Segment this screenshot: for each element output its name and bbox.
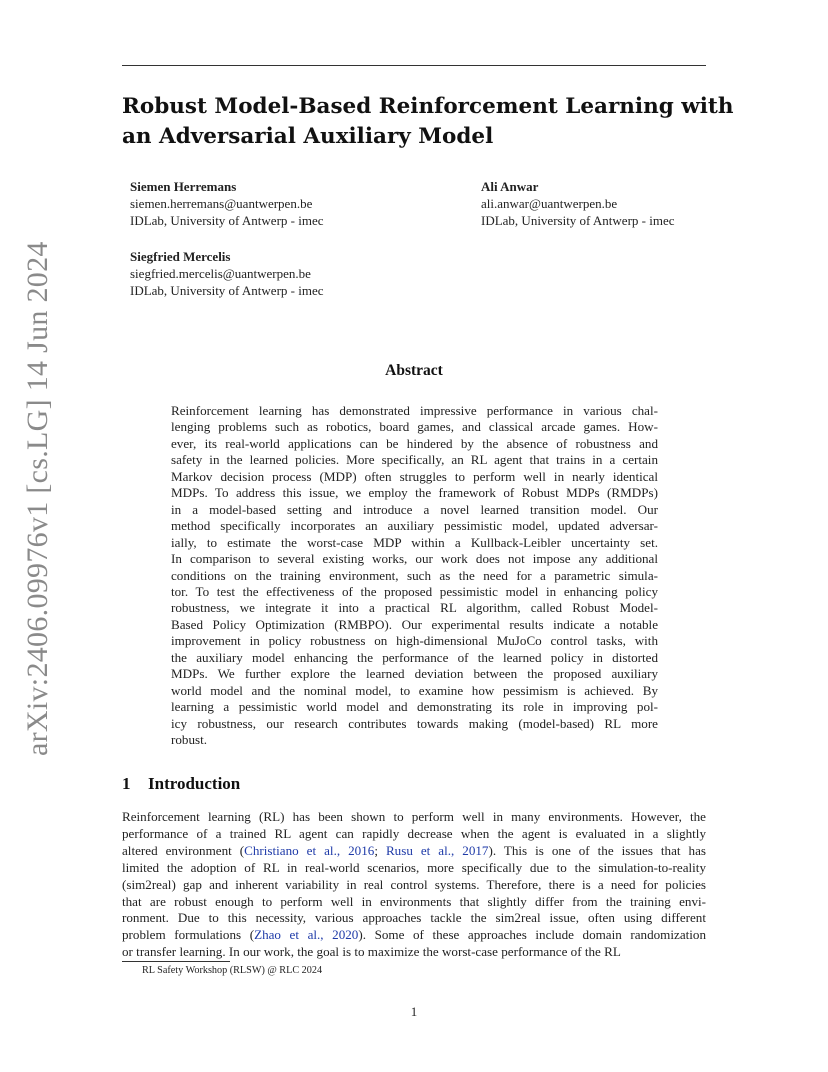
citation-link[interactable]: Rusu et al., 2017	[385, 842, 489, 858]
paper-title	[122, 92, 734, 152]
intro-paragraph	[122, 809, 706, 961]
abstract-line: MDPs. To address this issue, we employ the framework of Robust MDPs (RMDPs)	[171, 485, 658, 501]
author-email[interactable]: ali.anwar@uantwerpen.be	[481, 196, 618, 211]
abstract-line: robust.	[171, 732, 208, 748]
abstract-line: world model and the nominal model, to examine how pessimism is achieved. By	[171, 682, 658, 698]
text-line: limited the adoption of RL in real-world scenarios, more specifically due to the simulation-to-reality	[122, 859, 706, 875]
arxiv-identifier: arXiv:2406.09976v1 [cs.LG] 14 Jun 2024	[21, 241, 54, 756]
author-block	[481, 178, 675, 229]
abstract-line: learning a pessimistic world model and demonstrating its role in improving pol-	[171, 699, 658, 715]
citation-link[interactable]: Christiano et al., 2016	[244, 842, 375, 858]
abstract-line: conditions on the training environment, such as the need for a parametric simula-	[171, 567, 658, 583]
abstract-line: icy robustness, our research contributes towards making (model-based) RL more	[171, 715, 658, 731]
text-line	[122, 843, 706, 860]
author-affiliation: IDLab, University of Antwerp - imec	[130, 283, 324, 298]
abstract-line: method specifically incorporates an auxiliary pessimistic model, updated adversar-	[171, 518, 658, 534]
abstract-heading: Abstract	[385, 362, 443, 379]
section-title: Introduction	[148, 774, 241, 793]
footnote: RL Safety Workshop (RLSW) @ RLC 2024	[142, 965, 323, 976]
section-number: 1	[122, 774, 131, 793]
text-span: altered environment (	[122, 842, 245, 858]
author-affiliation: IDLab, University of Antwerp - imec	[481, 213, 675, 228]
author-affiliation: IDLab, University of Antwerp - imec	[130, 213, 324, 228]
footnote-rule	[122, 961, 230, 962]
abstract-line: Based Policy Optimization (RMBPO). Our experimental results indicate a notable	[171, 616, 658, 632]
author-email[interactable]: siemen.herremans@uantwerpen.be	[130, 196, 313, 211]
abstract-line: improvement in policy robustness on high-dimensional MuJoCo control tasks, with	[171, 633, 658, 649]
abstract-line: robustness, we integrate it into a practical RL algorithm, called Robust Model-	[171, 600, 658, 616]
title-line: Robust Model-Based Reinforcement Learning with	[122, 94, 734, 119]
text-line: performance of a trained RL agent can rapidly decrease when the agent is evaluated in a slightly	[122, 825, 706, 841]
text-span: ;	[374, 842, 386, 858]
section-heading	[122, 773, 522, 795]
abstract-line: MDPs. We further explore the learned deviation between the proposed auxiliary	[171, 666, 658, 682]
abstract-line: ially, to estimate the worst-case MDP within a Kullback-Leibler uncertainty set.	[171, 534, 658, 550]
text-line	[122, 927, 706, 944]
author-name: Siegfried Mercelis	[130, 249, 231, 264]
abstract-line: lenging problems such as robotics, board games, and classical arcade games. How-	[171, 419, 658, 435]
text-span: ). Some of these approaches include domain randomization	[358, 927, 706, 943]
abstract-line: tor. To test the effectiveness of the proposed pessimistic model in enhancing policy	[171, 583, 658, 599]
abstract-line: Markov decision process (MDP) often struggles to perform well in nearly identical	[171, 468, 658, 484]
abstract-line: In comparison to several existing works, our work does not impose any additional	[171, 551, 658, 567]
author-block	[130, 178, 324, 229]
top-rule	[122, 65, 706, 66]
author-email[interactable]: siegfried.mercelis@uantwerpen.be	[130, 266, 311, 281]
text-line: ronment. Due to this necessity, various approaches tackle the sim2real issue, often using different	[122, 910, 706, 926]
author-block	[130, 248, 324, 299]
abstract-line: Reinforcement learning has demonstrated impressive performance in various chal-	[171, 403, 658, 418]
text-line: or transfer learning. In our work, the goal is to maximize the worst-case performance of the RL	[122, 944, 621, 960]
citation-link[interactable]: Zhao et al., 2020	[254, 927, 359, 943]
abstract-line: the auxiliary model enhancing the performance of the learned policy in distorted	[171, 649, 658, 665]
author-name: Ali Anwar	[481, 179, 539, 194]
text-line: Reinforcement learning (RL) has been shown to perform well in many environments. However, the	[122, 809, 706, 824]
title-line: an Adversarial Auxiliary Model	[122, 124, 494, 149]
text-line: that are robust enough to perform well in environments that slightly differ from the training envi-	[122, 893, 706, 909]
author-name: Siemen Herremans	[130, 179, 237, 194]
abstract-line: in a model-based setting and introduce a novel learned transition model. Our	[171, 501, 658, 517]
page-number: 1	[410, 1004, 418, 1019]
text-span: problem formulations (	[122, 927, 255, 943]
abstract-body	[171, 403, 658, 749]
text-span: ). This is one of the issues that has	[488, 842, 706, 858]
abstract-line: safety in the learned policies. More specifically, an RL agent that trains in a certain	[171, 452, 658, 468]
text-line: (sim2real) gap and inherent variability in real control systems. Therefore, there is a need for policies	[122, 876, 706, 892]
abstract-line: ever, its real-world applications can be hindered by the absence of robustness and	[171, 435, 658, 451]
